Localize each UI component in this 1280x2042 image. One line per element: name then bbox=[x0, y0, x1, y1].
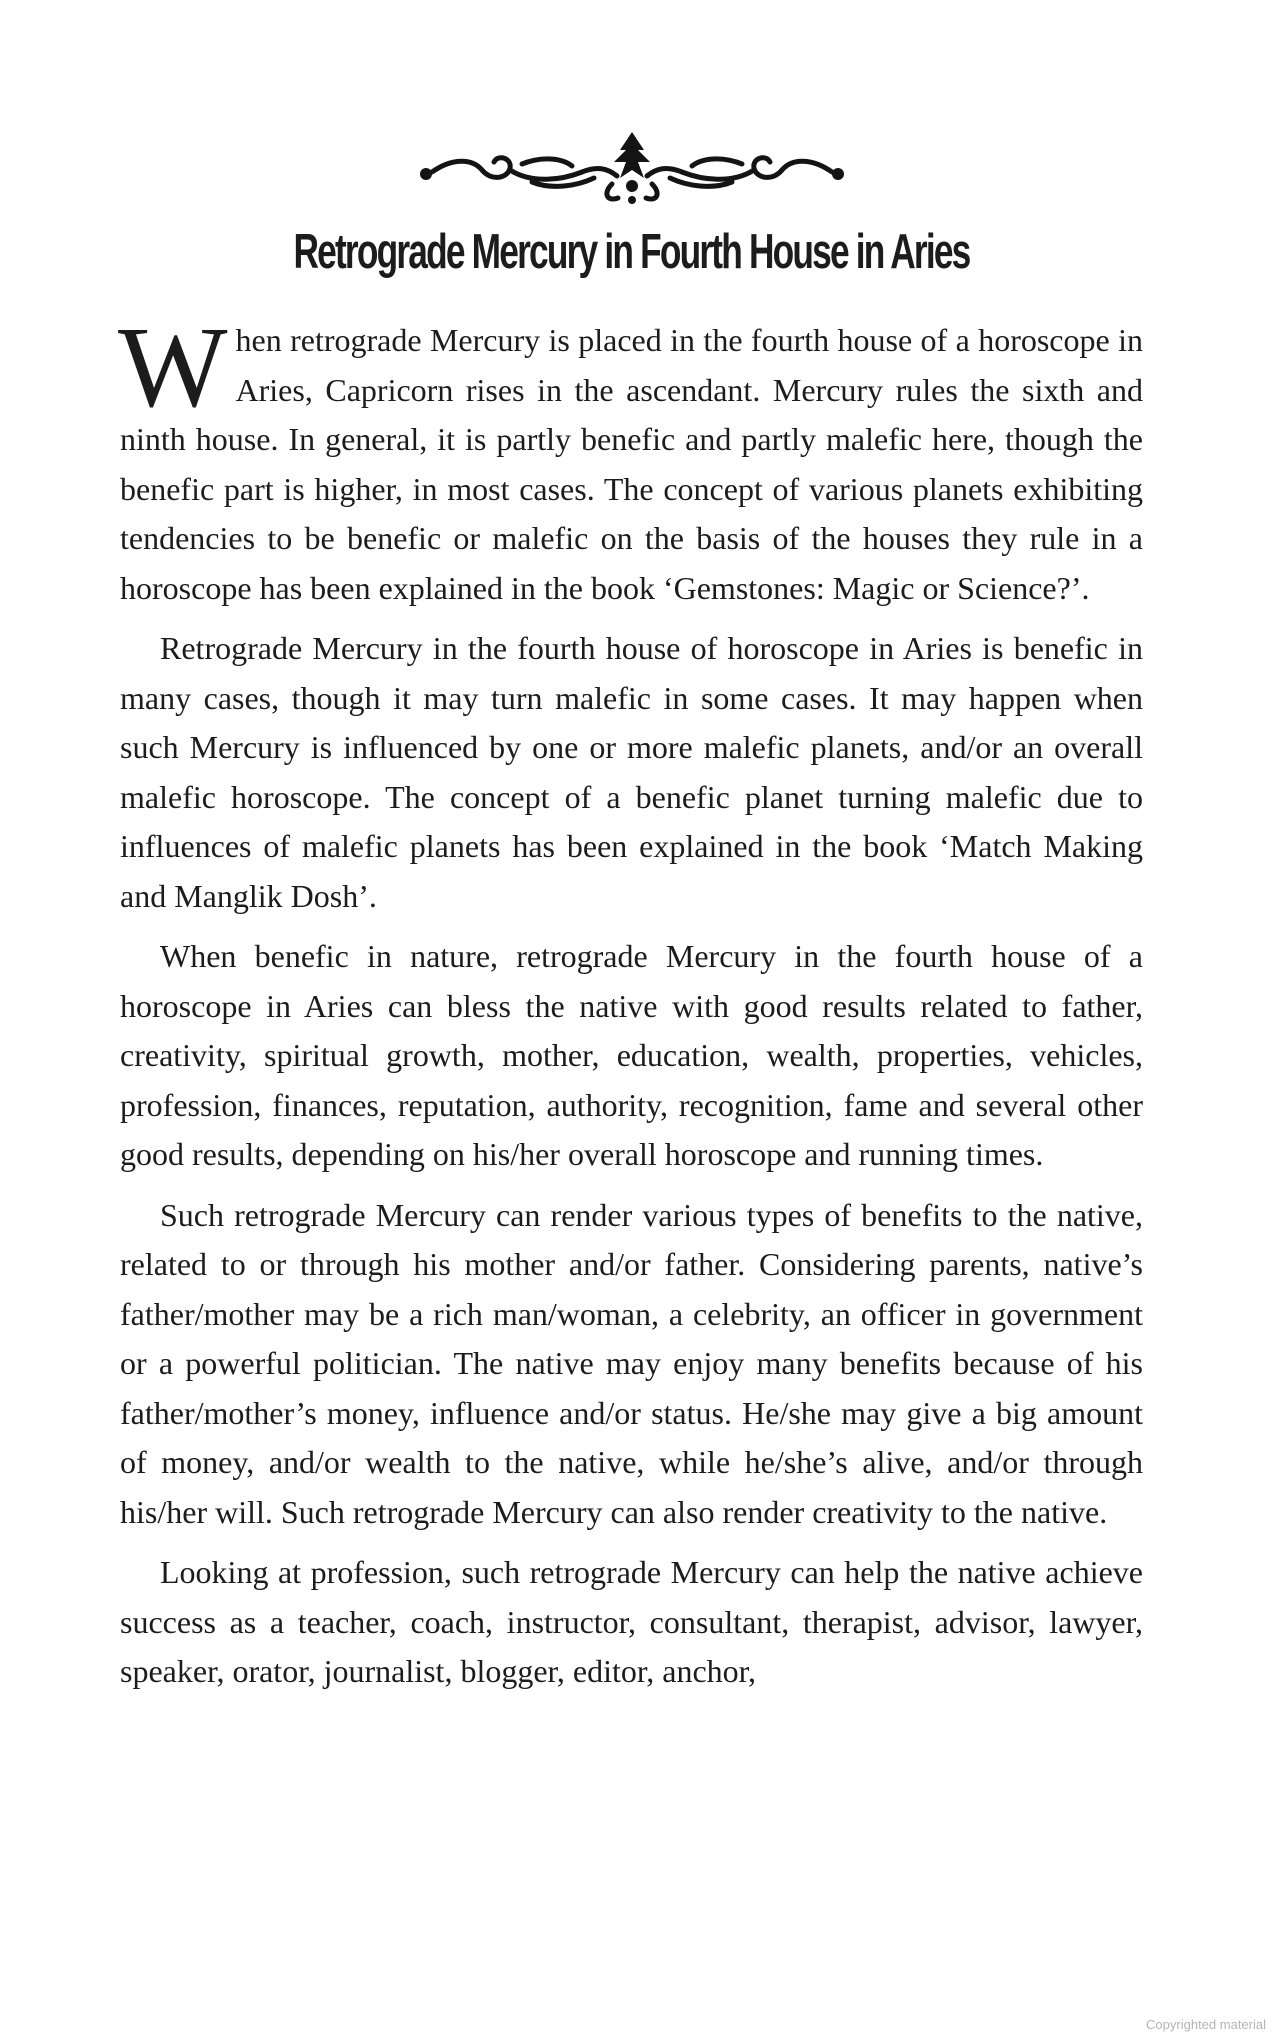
drop-cap: W bbox=[118, 304, 228, 432]
paragraph-2: Retrograde Mercury in the fourth house of horoscope in Aries is benefic in many cases, though it may turn malefic in some cases. It may happen when such Mercury is influenced by one or more malefic planets, and/or an overall malefic horoscope. The concept of a benefic planet turning malefic due to influences of malefic planets has been explained in the book ‘Match Making and Manglik Dosh’. bbox=[120, 630, 1143, 914]
paragraph-1-text: hen retrograde Mercury is placed in the fourth house of a horoscope in Aries, Capricorn rises in the ascendant. Mercury rules the sixth and ninth house. In general, it is partly benefic and partly malefic here, though the benefic part is higher, in most cases. The concept of various planets exhibiting tendencies to be benefic or malefic on the basis of the houses they rule in a horoscope has been explained in the book ‘Gemstones: Magic or Science?’. bbox=[120, 322, 1143, 606]
paragraph-1 bbox=[118, 304, 1143, 613]
paragraph-4: Such retrograde Mercury can render various types of benefits to the native, related to or through his mother and/or father. Considering parents, native’s father/mother may be a rich man/woman, a celebrity, an officer in government or a powerful politician. The native may enjoy many benefits because of his father/mother’s money, influence and/or status. He/she may give a big amount of money, and/or wealth to the native, while he/she’s alive, and/or through his/her will. Such retrograde Mercury can also render creativity to the native. bbox=[120, 1196, 1143, 1530]
body-text bbox=[118, 304, 1143, 1697]
paragraph-3: When benefic in nature, retrograde Mercury in the fourth house of a horoscope in Aries can bless the native with good results related to father, creativity, spiritual growth, mother, education, wealth, properties, vehicles, profession, finances, reputation, authority, recognition, fame and several other good results, depending on his/her overall horoscope and running times. bbox=[120, 938, 1143, 1172]
paragraph-5: Looking at profession, such retrograde Mercury can help the native achieve success as a teacher, coach, instructor, consultant, therapist, advisor, lawyer, speaker, orator, journalist, blogger, editor, anchor, bbox=[120, 1554, 1143, 1689]
chapter-title: Retrograde Mercury in Fourth House in Aries bbox=[293, 225, 970, 279]
book-page bbox=[120, 128, 1143, 1708]
copyright-watermark: Copyrighted material bbox=[1146, 2017, 1266, 2032]
ornament-divider-icon bbox=[412, 128, 852, 208]
